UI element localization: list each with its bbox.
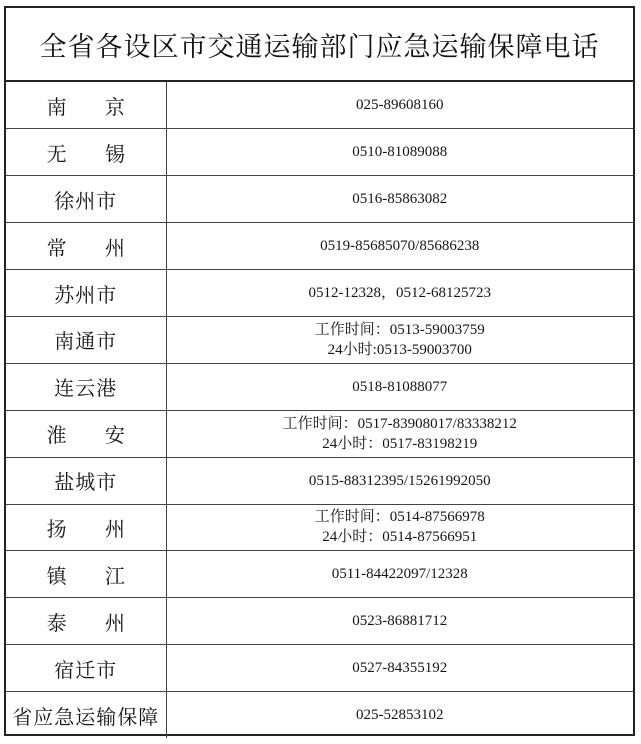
- city-name-cell: 连云港: [6, 363, 166, 410]
- phone-number-line: 0516-85863082: [352, 191, 448, 208]
- phone-number-cell: [166, 363, 633, 410]
- phone-number-line: 025-52853102: [356, 707, 444, 724]
- city-name-cell: 扬 州: [6, 504, 166, 551]
- phone-number-cell: [166, 692, 633, 739]
- phone-number-line: 0515-88312395/15261992050: [308, 472, 491, 489]
- table-row: [6, 598, 633, 645]
- phone-number-cell: [166, 457, 633, 504]
- phone-number-cell: [166, 82, 633, 129]
- phone-number-line: 24小时：0514-87566951: [322, 529, 478, 546]
- table-row: [6, 176, 633, 223]
- phone-number-cell: [166, 645, 633, 692]
- city-name-cell: 南通市: [6, 316, 166, 363]
- table-row: [6, 504, 633, 551]
- title-header: [6, 8, 633, 82]
- phone-number-line: 0519-85685070/85686238: [320, 238, 480, 255]
- city-name-cell: 盐城市: [6, 457, 166, 504]
- city-name-cell: 常 州: [6, 223, 166, 270]
- table-row: [6, 551, 633, 598]
- phone-number-line: 工作时间：0513-59003759: [314, 321, 485, 338]
- phone-number-line: 24小时：0517-83198219: [322, 435, 478, 452]
- phone-number-cell: [166, 551, 633, 598]
- table-row: [6, 82, 633, 129]
- city-name-cell: 泰 州: [6, 598, 166, 645]
- table-row: [6, 410, 633, 457]
- table-row: [6, 363, 633, 410]
- phone-number-line: 工作时间：0517-83908017/83338212: [282, 415, 517, 432]
- city-name-cell: 镇 江: [6, 551, 166, 598]
- table-row: [6, 129, 633, 176]
- phone-number-cell: [166, 176, 633, 223]
- phone-number-line: 24小时:0513-59003700: [327, 341, 472, 358]
- phone-number-cell: [166, 270, 633, 317]
- city-name-cell: 徐州市: [6, 176, 166, 223]
- city-name-cell: 南 京: [6, 82, 166, 129]
- phone-number-cell: [166, 129, 633, 176]
- city-name-cell: 淮 安: [6, 410, 166, 457]
- city-name-cell: 省应急运输保障: [6, 692, 166, 739]
- city-name-cell: 宿迁市: [6, 645, 166, 692]
- table-row: [6, 316, 633, 363]
- city-name-cell: 无 锡: [6, 129, 166, 176]
- phone-number-line: 0510-81089088: [352, 144, 448, 161]
- contact-table: [6, 82, 633, 738]
- city-name-cell: 苏州市: [6, 270, 166, 317]
- table-body: [6, 82, 633, 738]
- phone-number-line: 0512-12328，0512-68125723: [308, 285, 491, 301]
- phone-number-cell: [166, 410, 633, 457]
- table-row: [6, 692, 633, 739]
- phone-number-line: 0527-84355192: [352, 660, 448, 677]
- phone-number-cell: [166, 223, 633, 270]
- phone-number-line: 0518-81088077: [352, 378, 448, 395]
- table-row: [6, 645, 633, 692]
- phone-number-line: 0523-86881712: [352, 613, 448, 630]
- phone-number-cell: [166, 316, 633, 363]
- page-title: 全省各设区市交通运输部门应急运输保障电话: [39, 31, 600, 63]
- table-row: [6, 457, 633, 504]
- phone-number-line: 025-89608160: [356, 97, 444, 114]
- contact-table-document: [4, 6, 635, 736]
- phone-number-line: 工作时间：0514-87566978: [314, 509, 485, 526]
- table-row: [6, 223, 633, 270]
- phone-number-cell: [166, 504, 633, 551]
- phone-number-line: 0511-84422097/12328: [331, 566, 468, 583]
- phone-number-cell: [166, 598, 633, 645]
- table-row: [6, 270, 633, 317]
